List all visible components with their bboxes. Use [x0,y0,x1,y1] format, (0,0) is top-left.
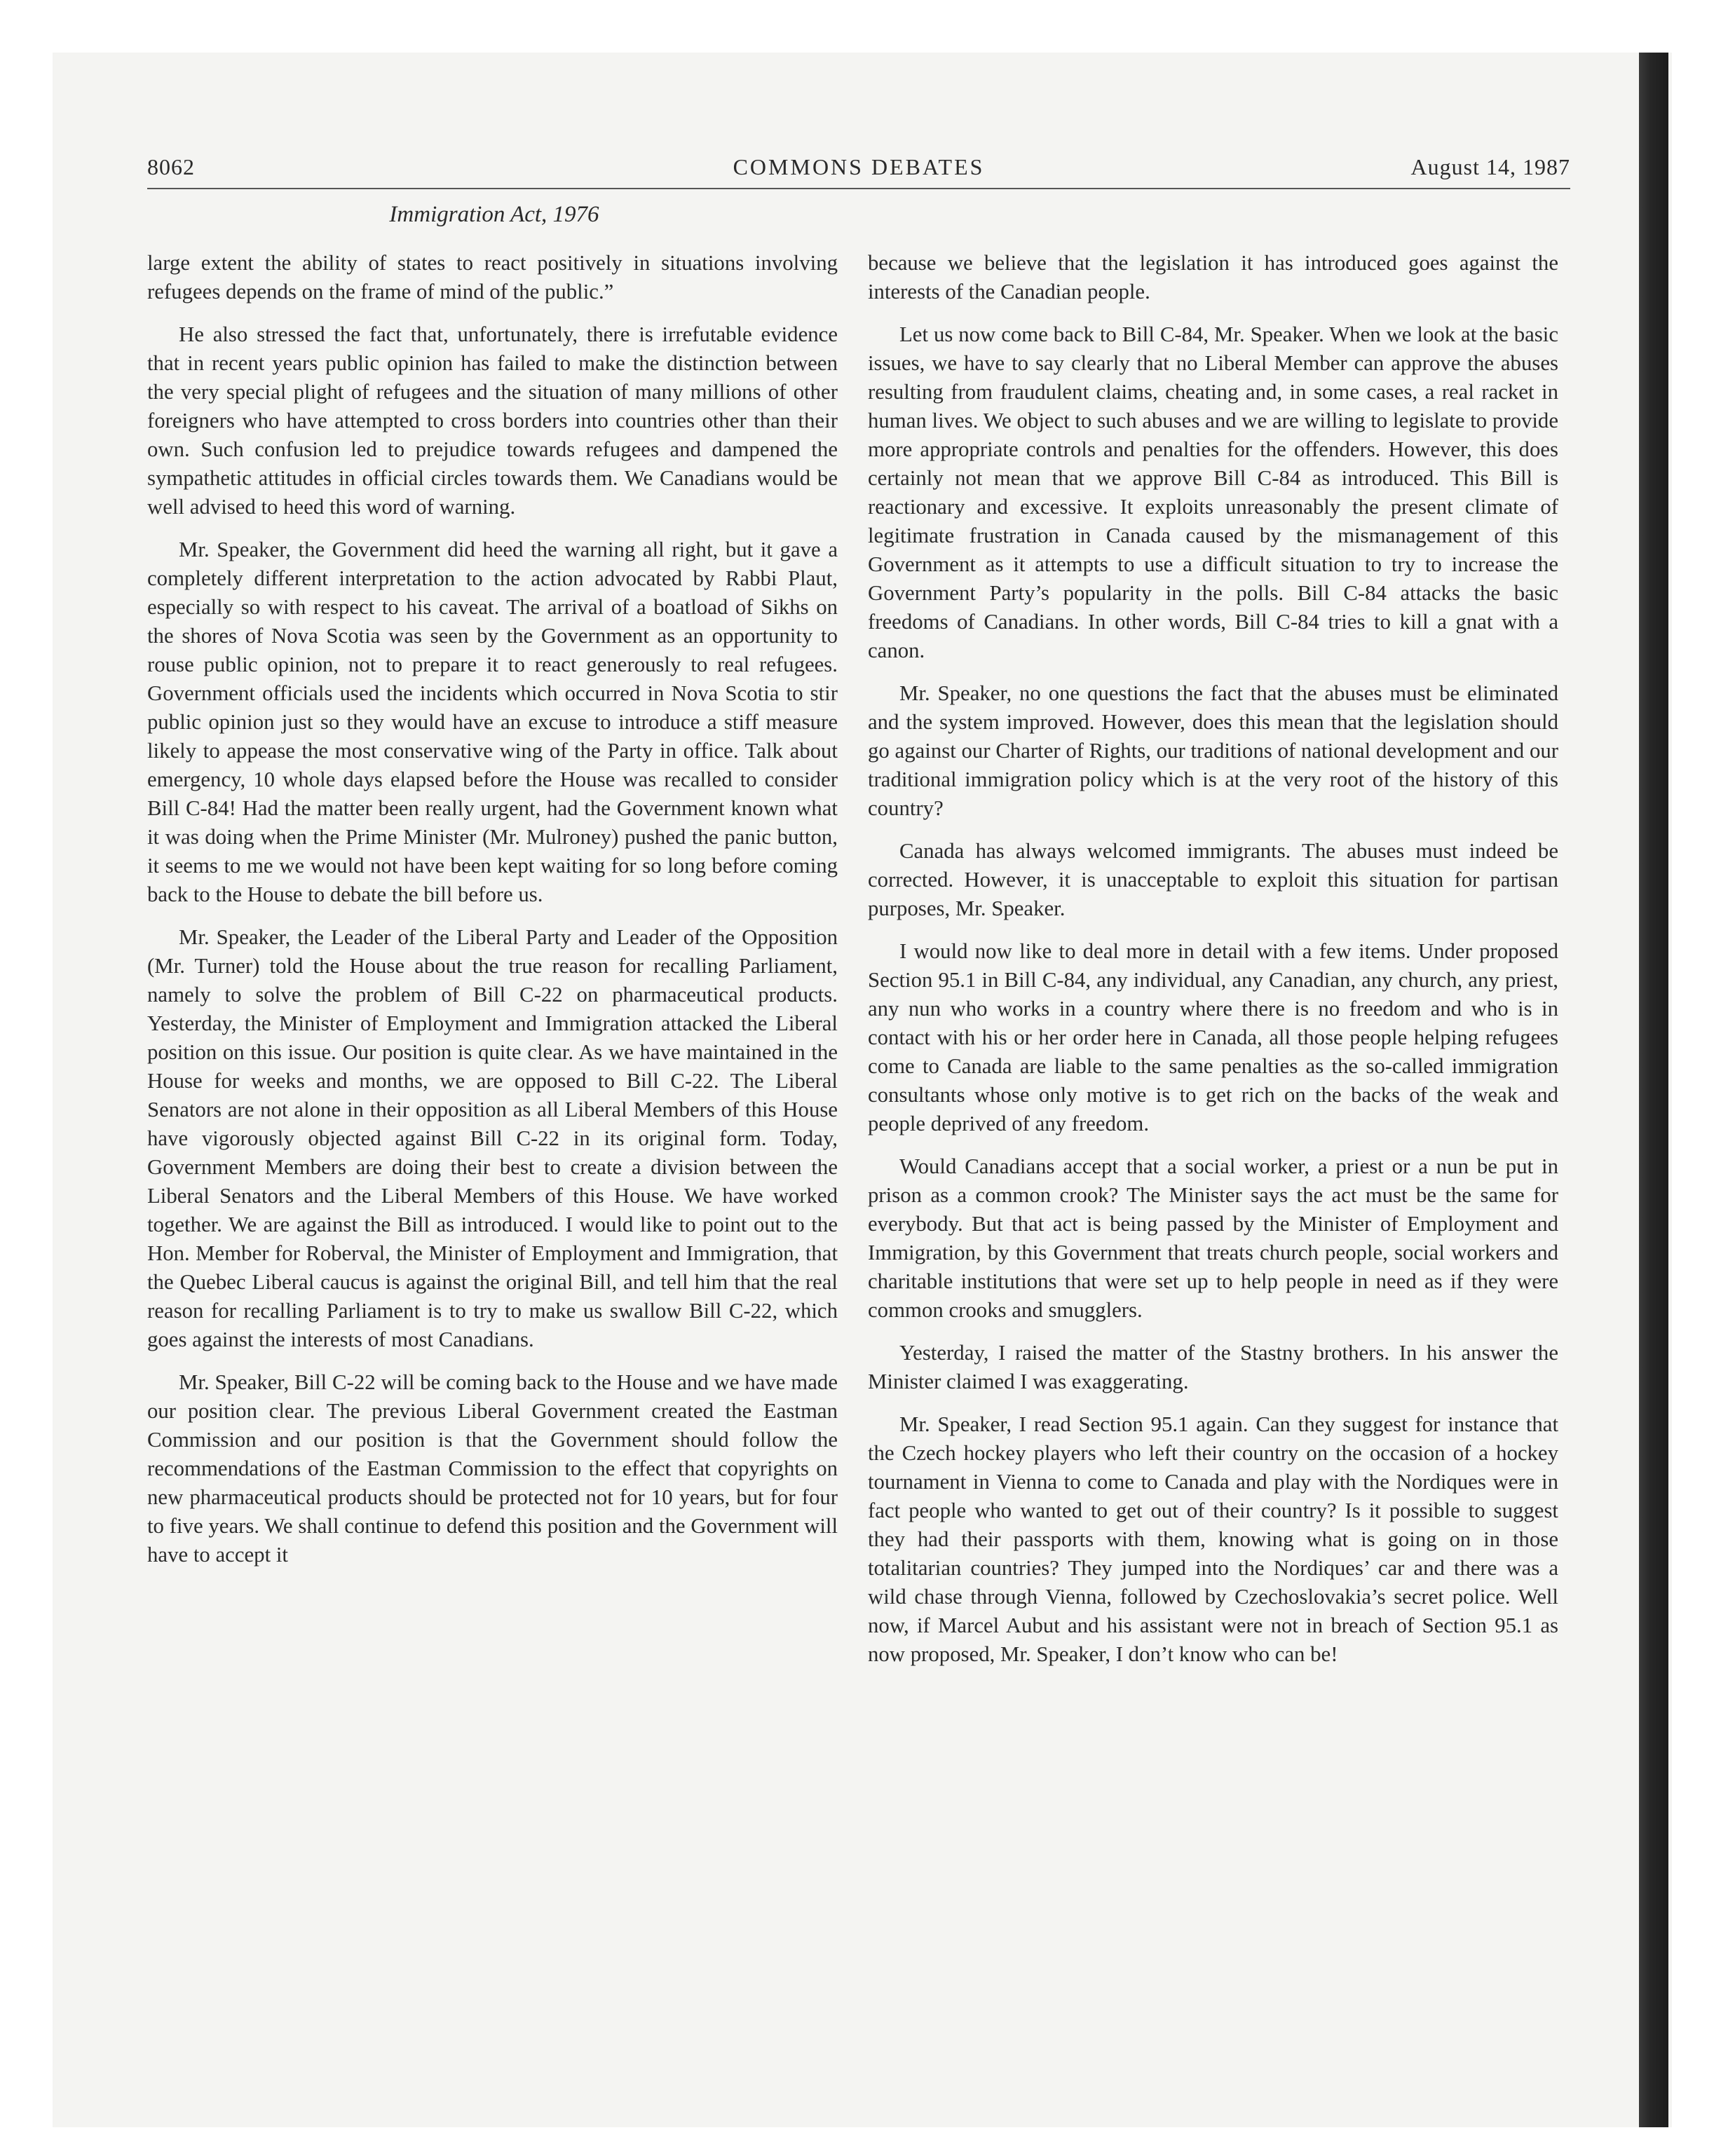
paragraph: Mr. Speaker, I read Section 95.1 again. Can they suggest for instance that the Czech hockey players who left their country on the occasion of a hockey tournament in Vienna to come to Canada and play with the Nordiques were in fact people who wanted to get out of their country? Is it possible to suggest they had their passports with them, knowing what is going on in those totalitarian countries? They jumped into the Nordiques’ car and there was a wild chase through Vienna, followed by Czechoslovakia’s secret police. Well now, if Marcel Aubut and his assistant were not in breach of Section 95.1 as now proposed, Mr. Speaker, I don’t know who can be! [868,1412,1558,1666]
page-number: 8062 [147,154,195,179]
paragraph: Mr. Speaker, the Leader of the Liberal Party and Leader of the Opposition (Mr. Turner) told the House about the true reason for recalling Parliament, namely to solve the problem of Bill C-22 on pharmaceutical products. Yesterday, the Minister of Employment and Immigration attacked the Liberal position on this issue. Our position is quite clear. As we have maintained in the House for weeks and months, we are opposed to Bill C-22. The Liberal Senators are not alone in their opposition as all Liberal Members of this House have vigorously objected against Bill C-22 in its original form. Today, Government Members are doing their best to create a division between the Liberal Senators and the Liberal Members of this House. We have worked together. We are against the Bill as introduced. I would like to point out to the Hon. Member for Roberval, the Minister of Employment and Immigration, that the Quebec Liberal caucus is against the original Bill, and tell him that the real reason for recalling Parliament is to try to make us swallow Bill C-22, which goes against the interests of most Canadians. [147,925,838,1351]
paragraph: Canada has always welcomed immigrants. The abuses must indeed be corrected. However, it is unacceptable to exploit this situation for partisan purposes, Mr. Speaker. [868,839,1558,920]
left-column [147,249,838,1583]
page-header [147,154,1570,189]
paragraph: He also stressed the fact that, unfortunately, there is irrefutable evidence that in recent years public opinion has failed to make the distinction between the very special plight of refugees and the situation of many millions of other foreigners who have attempted to cross borders into countries other than their own. Such confusion led to prejudice towards refugees and dampened the sympathetic attitudes in official circles towards them. We Canadians would be well advised to heed this word of warning. [147,322,838,519]
scan-edge-shadow [1639,53,1668,2127]
publication-date: August 14, 1987 [1410,154,1570,179]
paragraph: Would Canadians accept that a social worker, a priest or a nun be put in prison as a common crook? The Minister says the act must be the same for everybody. But that act is being passed by the Minister of Employment and Immigration, by this Government that treats church people, social workers and charitable institutions that were set up to help people in need as if they were common crooks and smugglers. [868,1154,1558,1322]
publication-title: COMMONS DEBATES [733,154,985,179]
paragraph: Mr. Speaker, Bill C-22 will be coming back to the House and we have made our position clear. The previous Liberal Government created the Eastman Commission and our position is that the Government should follow the recommendations of the Eastman Commission to the effect that copyrights on new pharmaceutical products should be protected not for 10 years, but for four to five years. We shall continue to defend this position and the Government will have to accept it [147,1370,838,1567]
paragraph: Yesterday, I raised the matter of the Stastny brothers. In his answer the Minister claimed I was exaggerating. [868,1341,1558,1393]
right-column [868,249,1558,1683]
paragraph: Mr. Speaker, the Government did heed the warning all right, but it gave a completely different interpretation to the action advocated by Rabbi Plaut, especially so with respect to his caveat. The arrival of a boatload of Sikhs on the shores of Nova Scotia was seen by the Government as an opportunity to rouse public opinion, not to prepare it to react generously to real refugees. Government officials used the incidents which occurred in Nova Scotia to stir public opinion just so they would have an excuse to introduce a stiff measure likely to appease the most conservative wing of the Party in office. Talk about emergency, 10 whole days elapsed before the House was recalled to consider Bill C-84! Had the matter been really urgent, had the Government known what it was doing when the Prime Minister (Mr. Mulroney) pushed the panic button, it seems to me we would not have been kept waiting for so long before coming back to the House to debate the bill before us. [147,538,838,906]
paragraph: Let us now come back to Bill C-84, Mr. Speaker. When we look at the basic issues, we have to say clearly that no Liberal Member can approve the abuses resulting from fraudulent claims, cheating and, in some cases, a real racket in human lives. We object to such abuses and we are willing to legislate to provide more appropriate controls and penalties for the offenders. However, this does certainly not mean that we approve Bill C-84 as introduced. This Bill is reactionary and excessive. It exploits unreasonably the present climate of legitimate frustration in Canada caused by the mismanagement of this Government as it attempts to use a difficult situation to try to increase the Government Party’s popularity in the polls. Bill C-84 attacks the basic freedoms of Canadians. In other words, Bill C-84 tries to kill a gnat with a canon. [868,322,1558,662]
paragraph: Mr. Speaker, no one questions the fact that the abuses must be eliminated and the system improved. However, does this mean that the legislation should go against our Charter of Rights, our traditions of national development and our traditional immigration policy which is at the very root of the history of this country? [868,681,1558,820]
running-head: Immigration Act, 1976 [389,202,599,227]
paragraph: large extent the ability of states to react positively in situations involving refugees depends on the frame of mind of the public.” [147,251,838,303]
header-rule [147,188,1570,189]
paragraph: I would now like to deal more in detail with a few items. Under proposed Section 95.1 in Bill C-84, any individual, any Canadian, any church, any priest, any nun who works in a country where there is no freedom and who is in contact with his or her order here in Canada, all those people helping refugees come to Canada are liable to the same penalties as the so-called immigration consultants whose only motive is to get rich on the backs of the weak and people deprived of any freedom. [868,939,1558,1135]
paragraph: because we believe that the legislation it has introduced goes against the interests of the Canadian people. [868,251,1558,303]
